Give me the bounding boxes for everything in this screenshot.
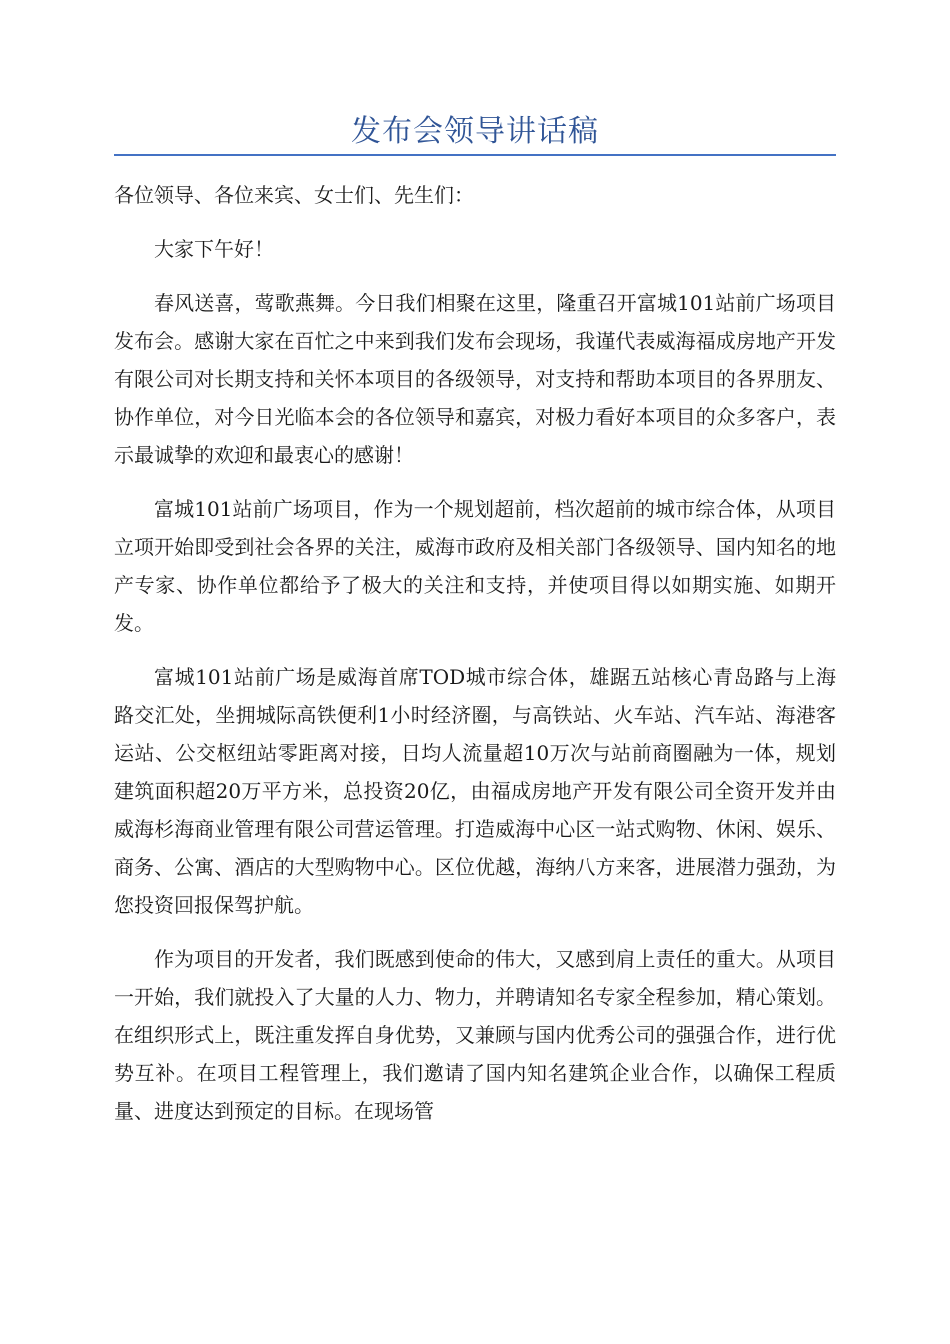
- paragraph-2: 富城101站前广场项目，作为一个规划超前，档次超前的城市综合体，从项目立项开始即受到社会各界的关注，威海市政府及相关部门各级领导、国内知名的地产专家、协作单位都给予了极大的关注和支持，并使项目得以如期实施、如期开发。: [114, 497, 836, 635]
- paragraph-4: 作为项目的开发者，我们既感到使命的伟大，又感到肩上责任的重大。从项目一开始，我们就投入了大量的人力、物力，并聘请知名专家全程参加，精心策划。在组织形式上，既注重发挥自身优势，又兼顾与国内优秀公司的强强合作，进行优势互补。在项目工程管理上，我们邀请了国内知名建筑企业合作，以确保工程质量、进度达到预定的目标。在现场管: [114, 947, 836, 1123]
- paragraph-1: 春风送喜，莺歌燕舞。今日我们相聚在这里，隆重召开富城101站前广场项目发布会。感谢大家在百忙之中来到我们发布会现场，我谨代表威海福成房地产开发有限公司对长期支持和关怀本项目的各级领导，对支持和帮助本项目的各界朋友、协作单位，对今日光临本会的各位领导和嘉宾，对极力看好本项目的众多客户，表示最诚挚的欢迎和最衷心的感谢！: [114, 291, 836, 467]
- document-title: 发布会领导讲话稿: [351, 114, 599, 149]
- document-body: [114, 176, 836, 1146]
- title-underline: [114, 154, 836, 156]
- salutation: 各位领导、各位来宾、女士们、先生们：: [114, 183, 474, 207]
- greeting: 大家下午好！: [154, 237, 274, 261]
- paragraph-3: 富城101站前广场是威海首席TOD城市综合体，雄踞五站核心青岛路与上海路交汇处，坐拥城际高铁便利1小时经济圈，与高铁站、火车站、汽车站、海港客运站、公交枢纽站零距离对接，日均人流量超10万次与站前商圈融为一体，规划建筑面积超20万平方米，总投资20亿，由福成房地产开发有限公司全资开发并由威海杉海商业管理有限公司营运管理。打造威海中心区一站式购物、休闲、娱乐、商务、公寓、酒店的大型购物中心。区位优越，海纳八方来客，进展潜力强劲，为您投资回报保驾护航。: [114, 665, 836, 917]
